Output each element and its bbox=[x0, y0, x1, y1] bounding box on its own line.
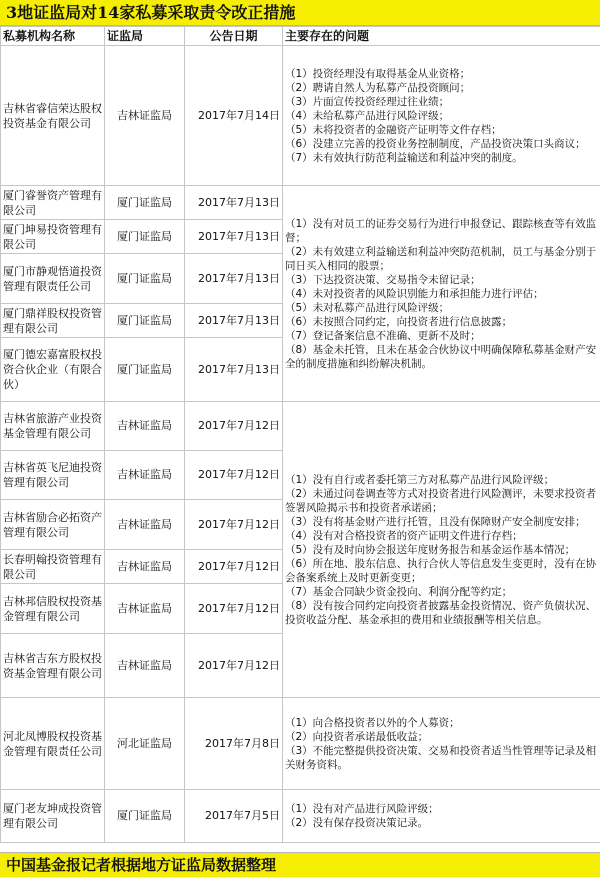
org-name: 吉林省励合必拓资产管理有限公司 bbox=[1, 500, 105, 550]
announce-date: 2017年7月13日 bbox=[185, 220, 283, 254]
announce-date: 2017年7月5日 bbox=[185, 790, 283, 843]
table-row bbox=[1, 790, 600, 843]
announce-date: 2017年7月8日 bbox=[185, 698, 283, 790]
issue-item: （6）没建立完善的投资业务控制制度，产品投资决策口头商议； bbox=[285, 137, 598, 151]
issue-item: （6）未按照合同约定，向投资者进行信息披露； bbox=[285, 315, 598, 329]
announce-date: 2017年7月12日 bbox=[185, 451, 283, 500]
org-name: 吉林邦信股权投资基金管理有限公司 bbox=[1, 584, 105, 634]
regulator: 吉林证监局 bbox=[105, 402, 185, 451]
issue-cell bbox=[283, 790, 600, 843]
header-regulator: 证监局 bbox=[105, 27, 185, 46]
table-row bbox=[1, 186, 600, 220]
org-name: 厦门老友坤成投资管理有限公司 bbox=[1, 790, 105, 843]
issue-item: （1）没有对产品进行风险评级； bbox=[285, 802, 598, 816]
header-date: 公告日期 bbox=[185, 27, 283, 46]
issue-item: （2）没有保存投资决策记录。 bbox=[285, 816, 598, 830]
regulator: 厦门证监局 bbox=[105, 338, 185, 402]
issue-item: （3）没有将基金财产进行托管，且没有保障财产安全制度安排； bbox=[285, 515, 598, 529]
issue-item: （3）片面宣传投资经理过往业绩； bbox=[285, 95, 598, 109]
org-name: 吉林省旅游产业投资基金管理有限公司 bbox=[1, 402, 105, 451]
regulator: 吉林证监局 bbox=[105, 500, 185, 550]
regulator: 河北证监局 bbox=[105, 698, 185, 790]
issue-item: （7）基金合同缺少资金投向、利润分配等约定； bbox=[285, 585, 598, 599]
issue-item: （3）下达投资决策、交易指令未留记录； bbox=[285, 273, 598, 287]
org-name: 厦门鼎祥股权投资管理有限公司 bbox=[1, 304, 105, 338]
issue-item: （6）所在地、股东信息、执行合伙人等信息发生变更时，没有在协会备案系统上及时更新变更； bbox=[285, 557, 598, 585]
document-title: 3地证监局对14家私募采取责令改正措施 bbox=[0, 0, 600, 26]
issue-item: （4）未给私募产品进行风险评级； bbox=[285, 109, 598, 123]
header-row bbox=[1, 27, 600, 46]
header-org: 私募机构名称 bbox=[1, 27, 105, 46]
issue-cell bbox=[283, 186, 600, 402]
org-name: 长春明翰投资管理有限公司 bbox=[1, 550, 105, 584]
issue-item: （5）未将投资者的金融资产证明等文件存档； bbox=[285, 123, 598, 137]
announce-date: 2017年7月12日 bbox=[185, 634, 283, 698]
issue-cell bbox=[283, 698, 600, 790]
penalty-table bbox=[0, 26, 600, 843]
regulator: 厦门证监局 bbox=[105, 254, 185, 304]
issue-item: （7）未有效执行防范利益输送和利益冲突的制度。 bbox=[285, 151, 598, 165]
org-name: 厦门睿誉资产管理有限公司 bbox=[1, 186, 105, 220]
issue-item: （1）没有自行或者委托第三方对私募产品进行风险评级； bbox=[285, 473, 598, 487]
table-row bbox=[1, 698, 600, 790]
announce-date: 2017年7月12日 bbox=[185, 550, 283, 584]
regulator: 吉林证监局 bbox=[105, 46, 185, 186]
announce-date: 2017年7月13日 bbox=[185, 254, 283, 304]
announce-date: 2017年7月12日 bbox=[185, 402, 283, 451]
announce-date: 2017年7月13日 bbox=[185, 338, 283, 402]
issue-item: （4）没有对合格投资者的资产证明文件进行存档； bbox=[285, 529, 598, 543]
issue-item: （8）基金未托管，且未在基金合伙协议中明确保障私募基金财产安全的制度措施和纠纷解决机制。 bbox=[285, 343, 598, 371]
regulator: 吉林证监局 bbox=[105, 451, 185, 500]
announce-date: 2017年7月14日 bbox=[185, 46, 283, 186]
announce-date: 2017年7月13日 bbox=[185, 304, 283, 338]
announce-date: 2017年7月12日 bbox=[185, 584, 283, 634]
issue-item: （2）未有效建立利益输送和利益冲突防范机制，员工与基金分别于同日买入相同的股票； bbox=[285, 245, 598, 273]
issue-item: （4）未对投资者的风险识别能力和承担能力进行评估； bbox=[285, 287, 598, 301]
header-issues: 主要存在的问题 bbox=[283, 27, 600, 46]
org-name: 厦门德宏嘉富股权投资合伙企业（有限合伙） bbox=[1, 338, 105, 402]
regulator: 厦门证监局 bbox=[105, 186, 185, 220]
regulator: 厦门证监局 bbox=[105, 790, 185, 843]
issue-item: （7）登记备案信息不准确、更新不及时； bbox=[285, 329, 598, 343]
issue-item: （2）聘请自然人为私募产品投资顾问； bbox=[285, 81, 598, 95]
regulator: 吉林证监局 bbox=[105, 634, 185, 698]
issue-cell bbox=[283, 402, 600, 698]
issue-item: （1）投资经理没有取得基金从业资格； bbox=[285, 67, 598, 81]
org-name: 厦门市静观悟道投资管理有限责任公司 bbox=[1, 254, 105, 304]
announce-date: 2017年7月13日 bbox=[185, 186, 283, 220]
org-name: 河北凤博股权投资基金管理有限责任公司 bbox=[1, 698, 105, 790]
announce-date: 2017年7月12日 bbox=[185, 500, 283, 550]
issue-item: （1）向合格投资者以外的个人募资； bbox=[285, 716, 598, 730]
issue-item: （8）没有按合同约定向投资者披露基金投资情况、资产负债状况、投资收益分配、基金承担的费用和业绩报酬等相关信息。 bbox=[285, 599, 598, 627]
regulator: 吉林证监局 bbox=[105, 550, 185, 584]
issue-item: （2）向投资者承诺最低收益； bbox=[285, 730, 598, 744]
table-row bbox=[1, 402, 600, 451]
table-row bbox=[1, 46, 600, 186]
issue-item: （5）没有及时向协会报送年度财务报告和基金运作基本情况； bbox=[285, 543, 598, 557]
issue-item: （1）没有对员工的证券交易行为进行申报登记、跟踪核查等有效监督； bbox=[285, 217, 598, 245]
regulator: 吉林证监局 bbox=[105, 584, 185, 634]
source-footer: 中国基金报记者根据地方证监局数据整理 bbox=[0, 852, 600, 877]
org-name: 吉林省英飞尼迪投资管理有限公司 bbox=[1, 451, 105, 500]
org-name: 吉林省睿信荣达股权投资基金有限公司 bbox=[1, 46, 105, 186]
regulator: 厦门证监局 bbox=[105, 220, 185, 254]
org-name: 吉林省吉东方股权投资基金管理有限公司 bbox=[1, 634, 105, 698]
issue-item: （5）未对私募产品进行风险评级； bbox=[285, 301, 598, 315]
issue-cell bbox=[283, 46, 600, 186]
issue-item: （2）未通过问卷调查等方式对投资者进行风险测评，未要求投资者签署风险揭示书和投资者承诺函； bbox=[285, 487, 598, 515]
issue-item: （3）不能完整提供投资决策、交易和投资者适当性管理等记录及相关财务资料。 bbox=[285, 744, 598, 772]
org-name: 厦门坤易投资管理有限公司 bbox=[1, 220, 105, 254]
regulator: 厦门证监局 bbox=[105, 304, 185, 338]
